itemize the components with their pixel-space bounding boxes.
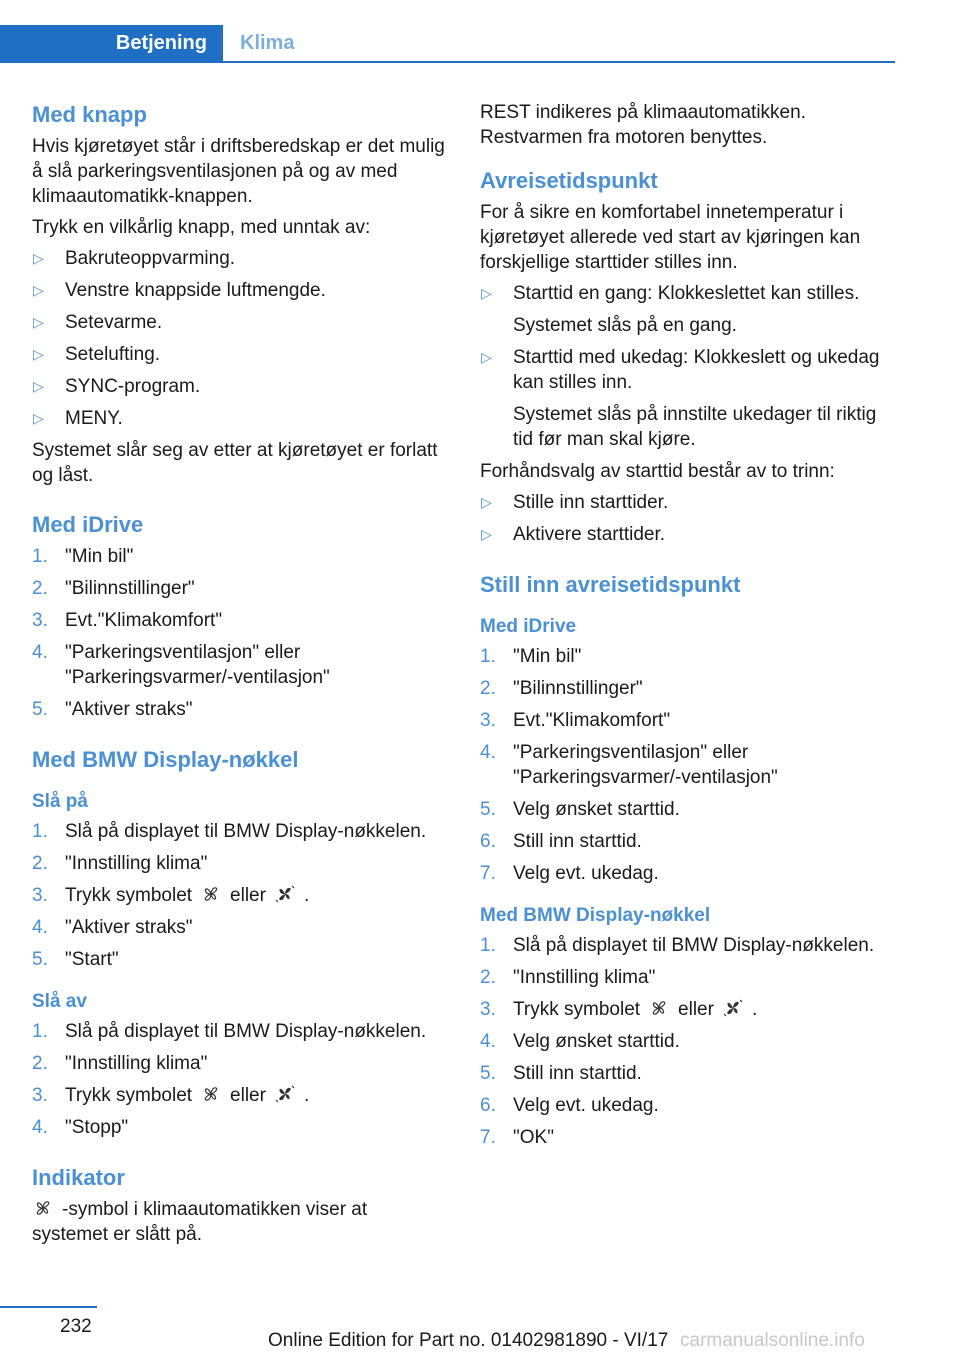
page-number: 232 <box>60 1316 92 1337</box>
triangle-bullet-icon: ▷ <box>481 285 492 301</box>
ventilation-active-icon <box>274 885 296 903</box>
paragraph: Trykk en vilkårlig knapp, med unntak av: <box>32 217 371 238</box>
list-item: ▷ SYNC-program. <box>33 376 201 397</box>
numbered-list <box>32 819 447 972</box>
list-item: 5. "Aktiver straks" <box>32 699 193 720</box>
list-item: 2. "Innstilling klima" <box>480 967 656 988</box>
bullet-list <box>480 281 900 452</box>
list-item: 3. Trykk symbolet eller . <box>32 885 310 906</box>
heading-sla-pa: Slå på <box>32 791 88 812</box>
list-item: 5. Still inn starttid. <box>480 1063 642 1084</box>
tab-betjening[interactable]: Betjening <box>0 25 223 61</box>
triangle-bullet-icon: ▷ <box>33 282 44 298</box>
list-item: 4. "Parkeringsventilasjon" eller "Parkeringsvarmer/-ventilasjon" <box>480 742 778 788</box>
list-item: 3. Trykk symbolet eller . <box>32 1085 310 1106</box>
list-item: ▷ Starttid en gang: Klokkeslettet kan stilles. Systemet slås på en gang. <box>481 283 860 336</box>
heading-med-knapp: Med knapp <box>32 102 147 127</box>
list-item: 1. Slå på displayet til BMW Display-nøkkelen. <box>480 935 875 956</box>
list-item: 5. "Start" <box>32 949 119 970</box>
ventilation-outline-icon <box>200 1085 222 1103</box>
triangle-bullet-icon: ▷ <box>33 378 44 394</box>
paragraph: Systemet slår seg av etter at kjøretøyet er forlatt og låst. <box>32 440 438 486</box>
triangle-bullet-icon: ▷ <box>33 410 44 426</box>
list-item: 2. "Innstilling klima" <box>32 853 208 874</box>
list-item: ▷ Starttid med ukedag: Klokkeslett og ukedag kan stilles inn. Systemet slås på innstilte ukedager til riktig tid før man skal kjøre. <box>481 347 880 450</box>
ventilation-active-icon <box>274 1085 296 1103</box>
list-item: 3. Trykk symbolet eller . <box>480 999 758 1020</box>
triangle-bullet-icon: ▷ <box>33 250 44 266</box>
watermark: carmanualsonline.info <box>680 1330 865 1351</box>
list-item: 4. "Stopp" <box>32 1117 129 1138</box>
heading-still-inn-avreisetidspunkt: Still inn avreisetidspunkt <box>480 572 741 597</box>
list-item: 7. "OK" <box>480 1127 554 1148</box>
triangle-bullet-icon: ▷ <box>481 526 492 542</box>
header-tabs <box>0 25 895 63</box>
list-item: 2. "Bilinnstillinger" <box>480 678 643 699</box>
heading-indikator: Indikator <box>32 1165 125 1190</box>
heading-avreisetidspunkt: Avreisetidspunkt <box>480 168 658 193</box>
heading-med-bmw-display-nokkel: Med BMW Display-nøkkel <box>32 747 299 772</box>
footer-rule <box>0 1306 97 1308</box>
paragraph: For å sikre en komfortabel innetemperatur i kjøretøyet allerede ved start av kjøringen kan forskjellige starttider stilles inn. <box>480 202 861 273</box>
list-item: ▷ Bakruteoppvarming. <box>33 248 236 269</box>
heading-sla-av: Slå av <box>32 991 87 1012</box>
paragraph: -symbol i klimaautomatikken viser at systemet er slått på. <box>32 1199 368 1245</box>
tab-klima[interactable]: Klima <box>240 31 295 54</box>
left-column <box>32 100 447 1253</box>
list-item: 7. Velg evt. ukedag. <box>480 863 659 884</box>
list-item: 3. Evt."Klimakomfort" <box>32 610 223 631</box>
numbered-list <box>32 1019 447 1140</box>
list-item: 6. Still inn starttid. <box>480 831 642 852</box>
list-item: 1. Slå på displayet til BMW Display-nøkkelen. <box>32 1021 427 1042</box>
list-item: 1. Slå på displayet til BMW Display-nøkkelen. <box>32 821 427 842</box>
list-item: ▷ Aktivere starttider. <box>481 524 666 545</box>
numbered-list <box>32 544 447 722</box>
list-item: 2. "Bilinnstillinger" <box>32 578 195 599</box>
heading-med-bmw-display-nokkel: Med BMW Display-nøkkel <box>480 905 711 926</box>
right-column <box>480 100 900 1157</box>
numbered-list <box>480 933 900 1150</box>
triangle-bullet-icon: ▷ <box>33 314 44 330</box>
list-item: 3. Evt."Klimakomfort" <box>480 710 671 731</box>
list-item: 5. Velg ønsket starttid. <box>480 799 680 820</box>
paragraph: REST indikeres på klimaautomatikken. Restvarmen fra motoren benyttes. <box>480 102 806 148</box>
list-item: 2. "Innstilling klima" <box>32 1053 208 1074</box>
heading-med-idrive: Med iDrive <box>480 616 577 637</box>
ventilation-outline-icon <box>32 1199 54 1217</box>
ventilation-active-icon <box>722 999 744 1017</box>
list-item: 4. "Aktiver straks" <box>32 917 193 938</box>
list-item: 4. "Parkeringsventilasjon" eller "Parkeringsvarmer/-ventilasjon" <box>32 642 330 688</box>
list-item: ▷ Stille inn starttider. <box>481 492 669 513</box>
ventilation-outline-icon <box>200 885 222 903</box>
list-item: ▷ Setevarme. <box>33 312 163 333</box>
list-item: 1. "Min bil" <box>32 546 134 567</box>
list-item: ▷ Venstre knappside luftmengde. <box>33 280 326 301</box>
bullet-list <box>32 246 447 431</box>
list-item: 4. Velg ønsket starttid. <box>480 1031 680 1052</box>
triangle-bullet-icon: ▷ <box>481 349 492 365</box>
paragraph: Hvis kjøretøyet står i driftsberedskap er det mulig å slå parkeringsventilasjonen på og av med klimaautomatikk-knappen. <box>32 136 445 207</box>
list-item: 6. Velg evt. ukedag. <box>480 1095 659 1116</box>
heading-med-idrive: Med iDrive <box>32 512 144 537</box>
bullet-list <box>480 490 900 547</box>
list-item: ▷ Setelufting. <box>33 344 161 365</box>
list-item: 1. "Min bil" <box>480 646 582 667</box>
list-item: ▷ MENY. <box>33 408 123 429</box>
paragraph: Forhåndsvalg av starttid består av to trinn: <box>480 461 835 482</box>
triangle-bullet-icon: ▷ <box>33 346 44 362</box>
numbered-list <box>480 644 900 886</box>
ventilation-outline-icon <box>648 999 670 1017</box>
triangle-bullet-icon: ▷ <box>481 494 492 510</box>
edition-text: Online Edition for Part no. 01402981890 - VI/17 <box>268 1330 669 1351</box>
